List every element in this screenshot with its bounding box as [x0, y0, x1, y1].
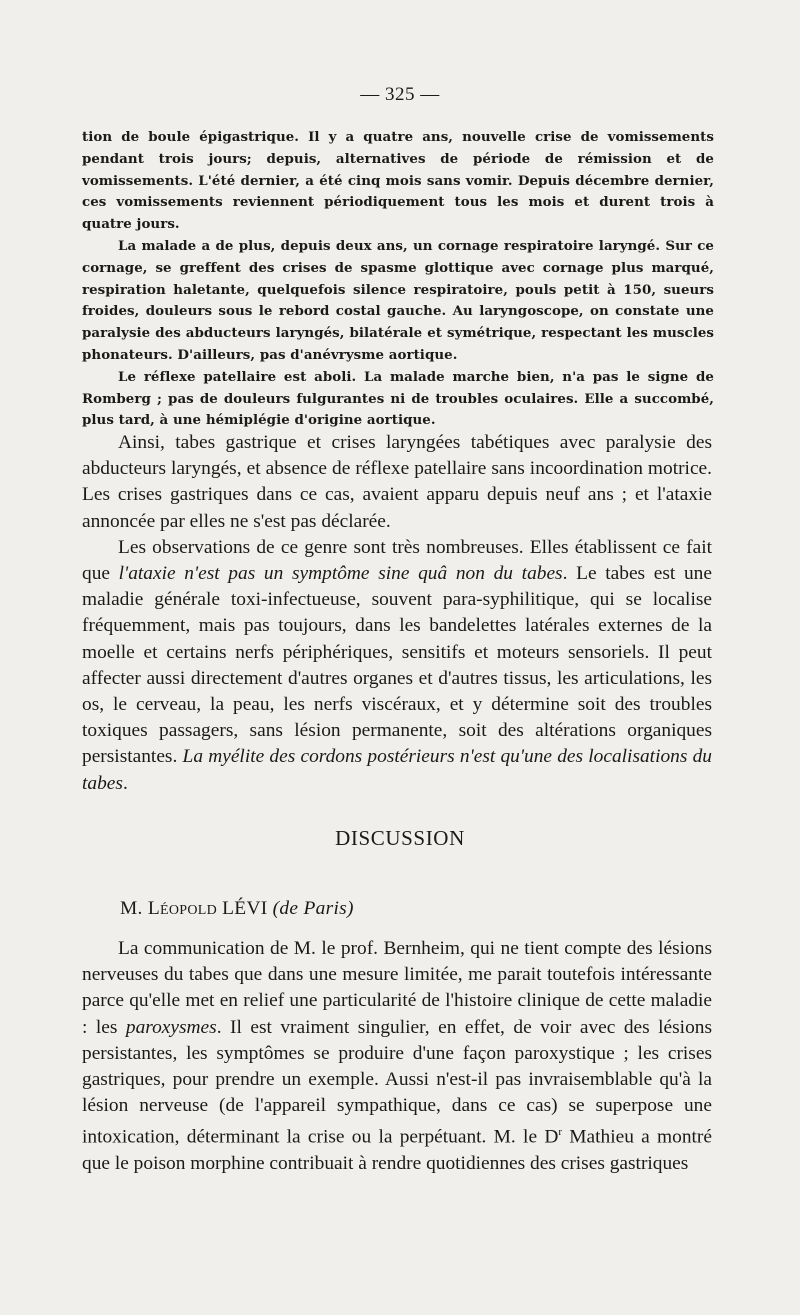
discussion-text-run: La communication de M. le prof. Bernheim, qui ne tient compte des lésions nerveuses du tabes que dans une mesure limitée, me parait toutefois intéressante parce qu'elle met en relief une particularité de l'histoire clinique de cette maladie : les [82, 938, 712, 1038]
conclusion-paragraph-2 [82, 535, 712, 797]
observation-text [82, 127, 714, 432]
discussion-emphasis: paroxysmes [125, 1016, 217, 1038]
observation-paragraph-3: Le réflexe patellaire est aboli. La malade marche bien, n'a pas le signe de Romberg ; pas de douleurs fulgurantes ni de troubles oculaires. Elle a succombé, plus tard, à une hémiplégie d'origine aortique. [82, 368, 714, 429]
discussion-paragraph [82, 936, 712, 1177]
speaker-line [120, 898, 354, 920]
observation-paragraph-1: tion de boule épigastrique. Il y a quatre ans, nouvelle crise de vomissements pendant trois jours; depuis, alternatives de période de rémission et de vomissements. L'été dernier, a été cinq mois sans vomir. Depuis décembre dernier, ces vomissements reviennent périodiquement tous les mois et durent trois à quatre jours. [82, 129, 714, 233]
page-number: — 325 — [360, 84, 440, 105]
speaker-prefix: M. [120, 898, 148, 919]
conclusion-text-run: Les observations de ce genre sont très nombreuses. Elles établissent ce fait que [82, 536, 712, 585]
conclusion-emphasis-2: La myélite des cordons postérieurs n'est qu'une des localisations du tabes [82, 746, 712, 794]
conclusion-text-run: . Le tabes est une maladie générale toxi-infectueuse, souvent para-syphilitique, qui se localise fréquemment, mais pas toujours, dans les bandelettes latérales externes de la moelle et certains nerfs périphériques, sensitifs et moteurs sensoriels. Il peut affecter aussi directement d'autres organes et d'autres tissus, les articulations, les os, le cerveau, la peau, les nerfs viscéraux, et y détermine soit des troubles toxiques passagers, sans lésion permanente, soit des altérations organiques persistantes. [82, 563, 712, 768]
conclusion-emphasis-1: l'ataxie n'est pas un symptôme sine quâ non du tabes [118, 563, 563, 585]
discussion-text-run: Mathieu a montré que le poison morphine contribuait à rendre quotidiennes des crises gastriques [82, 1126, 712, 1175]
speaker-last-name: LÉVI [217, 898, 273, 919]
conclusion-text [82, 430, 712, 797]
doctor-abbrev-superscript: r [558, 1126, 562, 1139]
speaker-place: (de Paris) [272, 898, 354, 919]
speaker-first-name: Léopold [147, 898, 218, 919]
discussion-heading: DISCUSSION [335, 826, 465, 850]
discussion-text [82, 936, 712, 1177]
conclusion-paragraph-1: Ainsi, tabes gastrique et crises laryngées tabétiques avec paralysie des abducteurs laryngés, et absence de réflexe patellaire sans incoordination motrice. Les crises gastriques dans ce cas, avaient apparu depuis neuf ans ; et l'ataxie annoncée par elles ne s'est pas déclarée. [82, 432, 712, 532]
discussion-text-run: . Il est vraiment singulier, en effet, de voir avec des lésions persistantes, les symptômes se produire d'une façon paroxystique ; les crises gastriques, pour prendre un exemple. Aussi n'est-il pas invraisemblable qu'à la lésion nerveuse (de l'appareil sympathique, dans ce cas) se superpose une intoxication, déterminant la crise ou la perpétuant. M. le D [82, 1016, 713, 1148]
observation-paragraph-2: La malade a de plus, depuis deux ans, un cornage respiratoire laryngé. Sur ce cornage, se greffent des crises de spasme glottique avec cornage plus marqué, respiration haletante, quelquefois silence respiratoire, pouls petit à 150, sueurs froides, douleurs sous le rebord costal gauche. Au laryngoscope, on constate une paralysie des abducteurs laryngés, bilatérale et symétrique, respectant les muscles phonateurs. D'ailleurs, pas d'anévrysme aortique. [82, 237, 714, 363]
conclusion-text-run: . [122, 772, 128, 794]
